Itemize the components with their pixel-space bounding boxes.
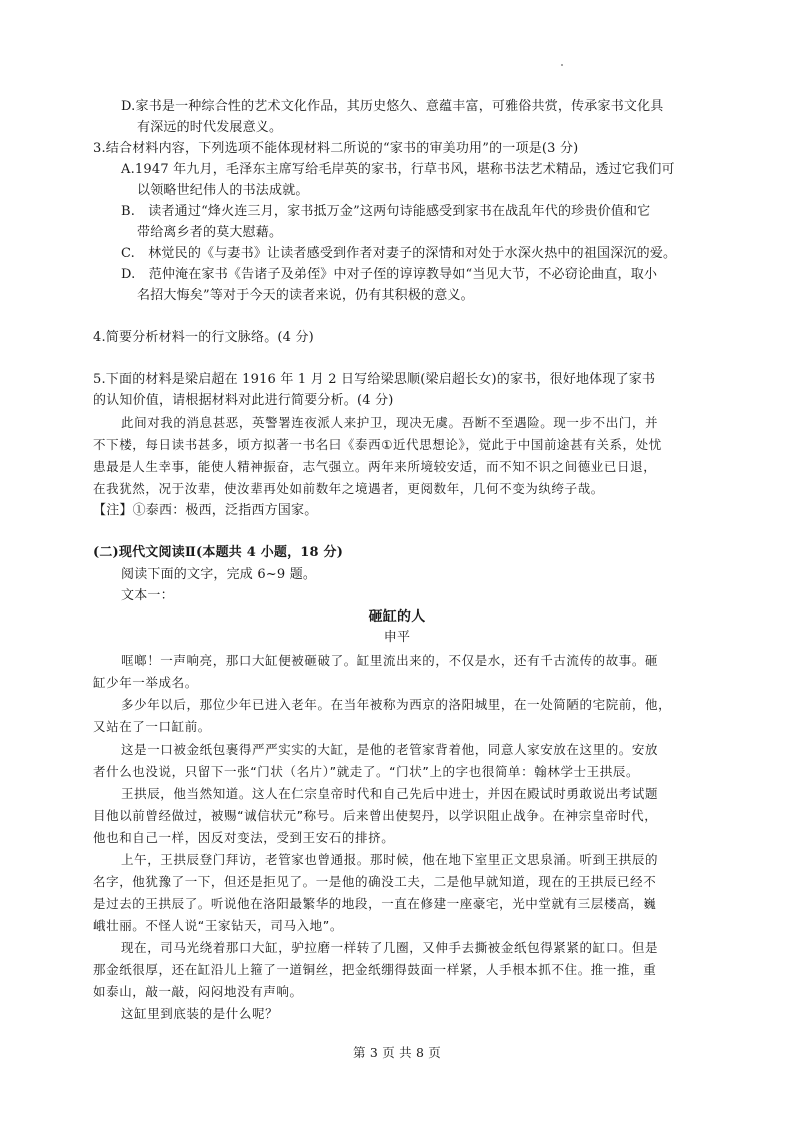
stray-dot [561, 64, 563, 66]
story-p6-line2: 那金纸很厚，还在缸沿儿上箍了一道铜丝，把金纸绷得鼓面一样紧，人手根本抓不住。推一推，重 [93, 962, 657, 977]
story-p2-line1: 多少年以后，那位少年已进入老年。在当年被称为西京的洛阳城里，在一处简陋的宅院前，他， [121, 697, 672, 712]
q3-option-c-line1: C. 林觉民的《与妻书》让读者感受到作者对妻子的深情和对处于水深火热中的祖国深沉的爱。 [121, 246, 677, 261]
story-title: 砸缸的人 [368, 609, 426, 625]
story-p5-line3: 是过去的王拱辰了。听说他在洛阳最繁华的地段，一直在修建一座豪宅，光中堂就有三层楼高，巍 [93, 896, 657, 911]
story-p3-line2: 者什么也没说，只留下一张“门状（名片）”就走了。“门状”上的字也很简单：翰林学士王拱辰。 [93, 764, 640, 779]
page-footer: 第 3 页 共 8 页 [353, 1045, 441, 1060]
q3-option-b-line1: B. 读者通过“烽火连三月，家书抵万金”这两句诗能感受到家书在战乱年代的珍贵价值和它 [121, 204, 651, 219]
story-p4-line1: 王拱辰，他当然知道。这人在仁宗皇帝时代和自己先后中进士，并因在殿试时勇敢说出考试题 [121, 786, 659, 801]
text-one-label: 文本一： [121, 588, 174, 603]
story-p1-line1: 哐啷！一声响亮，那口大缸便被砸破了。缸里流出来的，不仅是水，还有千古流传的故事。砸 [121, 653, 659, 668]
story-p3-line1: 这是一口被金纸包裹得严严实实的大缸，是他的老管家背着他，同意人家安放在这里的。安放 [121, 742, 659, 757]
q3-option-d-line1: D. 范仲淹在家书《告诸子及弟侄》中对子侄的谆谆教导如“当见大节，不必窃论曲直，取小 [121, 267, 658, 282]
q3-option-a-line2: 以领略世纪伟人的书法成就。 [137, 183, 309, 198]
story-p7-line1: 这缸里到底装的是什么呢？ [121, 1006, 279, 1021]
story-p2-line2: 又站在了一口缸前。 [93, 719, 211, 734]
section-heading: (二)现代文阅读Ⅱ(本题共 4 小题，18 分) [93, 545, 344, 560]
story-p6-line1: 现在，司马光绕着那口大缸，驴拉磨一样转了几圈，又伸手去撕被金纸包得紧紧的缸口。但是 [121, 940, 659, 955]
option-d-line1: D.家书是一种综合性的艺术文化作品，其历史悠久、意蕴丰富，可雅俗共赏，传承家书文化具 [121, 99, 664, 114]
story-p4-line2: 目他以前曾经做过，被赐“诚信状元”称号。后来曾出使契丹，以学识阻止战争。在神宗皇帝时代， [93, 808, 658, 823]
story-p5-line1: 上午，王拱辰登门拜访，老管家也曾通报。那时候，他在地下室里正文思泉涌。听到王拱辰的 [121, 852, 659, 867]
option-d-line2: 有深远的时代发展意义。 [137, 120, 283, 135]
story-p4-line3: 他也和自己一样，因反对变法，受到王安石的排挤。 [93, 830, 395, 845]
q3-option-a-line1: A.1947 年九月，毛泽东主席写给毛岸英的家书，行草书风，堪称书法艺术精品，透过它我们可 [121, 162, 675, 177]
letter-line3: 患最是人生幸事，能使人精神振奋，志气强立。两年来所境较安适，而不知不识之间德业已日退， [93, 459, 657, 474]
question-4-stem: 4.简要分析材料一的行文脉络。(4 分) [93, 330, 314, 345]
footnote: 【注】①泰西：极西，泛指西方国家。 [93, 503, 318, 518]
letter-line4: 在我犹然，况于汝辈，使汝辈再处如前数年之境遇者，更阅数年，几何不变为纨绔子哉。 [93, 481, 604, 496]
story-p6-line3: 如泰山，敲一敲，闷闷地没有声响。 [93, 984, 303, 999]
question-5-stem-line1: 5.下面的材料是梁启超在 1916 年 1 月 2 日写给梁思顺(梁启超长女)的家书，很好地体现了家书 [93, 372, 656, 387]
story-p1-line2: 缸少年一举成名。 [93, 675, 198, 690]
section-instruction: 阅读下面的文字，完成 6~9 题。 [121, 567, 317, 582]
q3-option-d-line2: 名招大悔矣”等对于今天的读者来说，仍有其积极的意义。 [137, 288, 474, 303]
question-3-stem: 3.结合材料内容，下列选项不能体现材料二所说的“家书的审美功用”的一项是(3 分) [93, 141, 579, 156]
question-5-stem-line2: 的认知价值，请根据材料对此进行简要分析。(4 分) [93, 393, 394, 408]
q3-option-b-line2: 带给离乡者的莫大慰藉。 [137, 225, 283, 240]
story-author: 申平 [383, 630, 411, 645]
story-p5-line4: 峨壮丽。不怪人说“王家钻天，司马入地”。 [93, 918, 343, 933]
story-p5-line2: 名字，他犹豫了一下，但还是拒见了。一是他的确没工夫，二是他早就知道，现在的王拱辰已经不 [93, 874, 657, 889]
letter-line2: 不下楼，每日读书甚多，顷方拟著一书名曰《泰西①近代思想论》，觉此于中国前途甚有关系，处忧 [93, 437, 662, 452]
letter-line1: 此间对我的消息甚恶，英警署连夜派人来护卫，现决无虞。吾断不至遇险。现一步不出门，并 [121, 415, 659, 430]
